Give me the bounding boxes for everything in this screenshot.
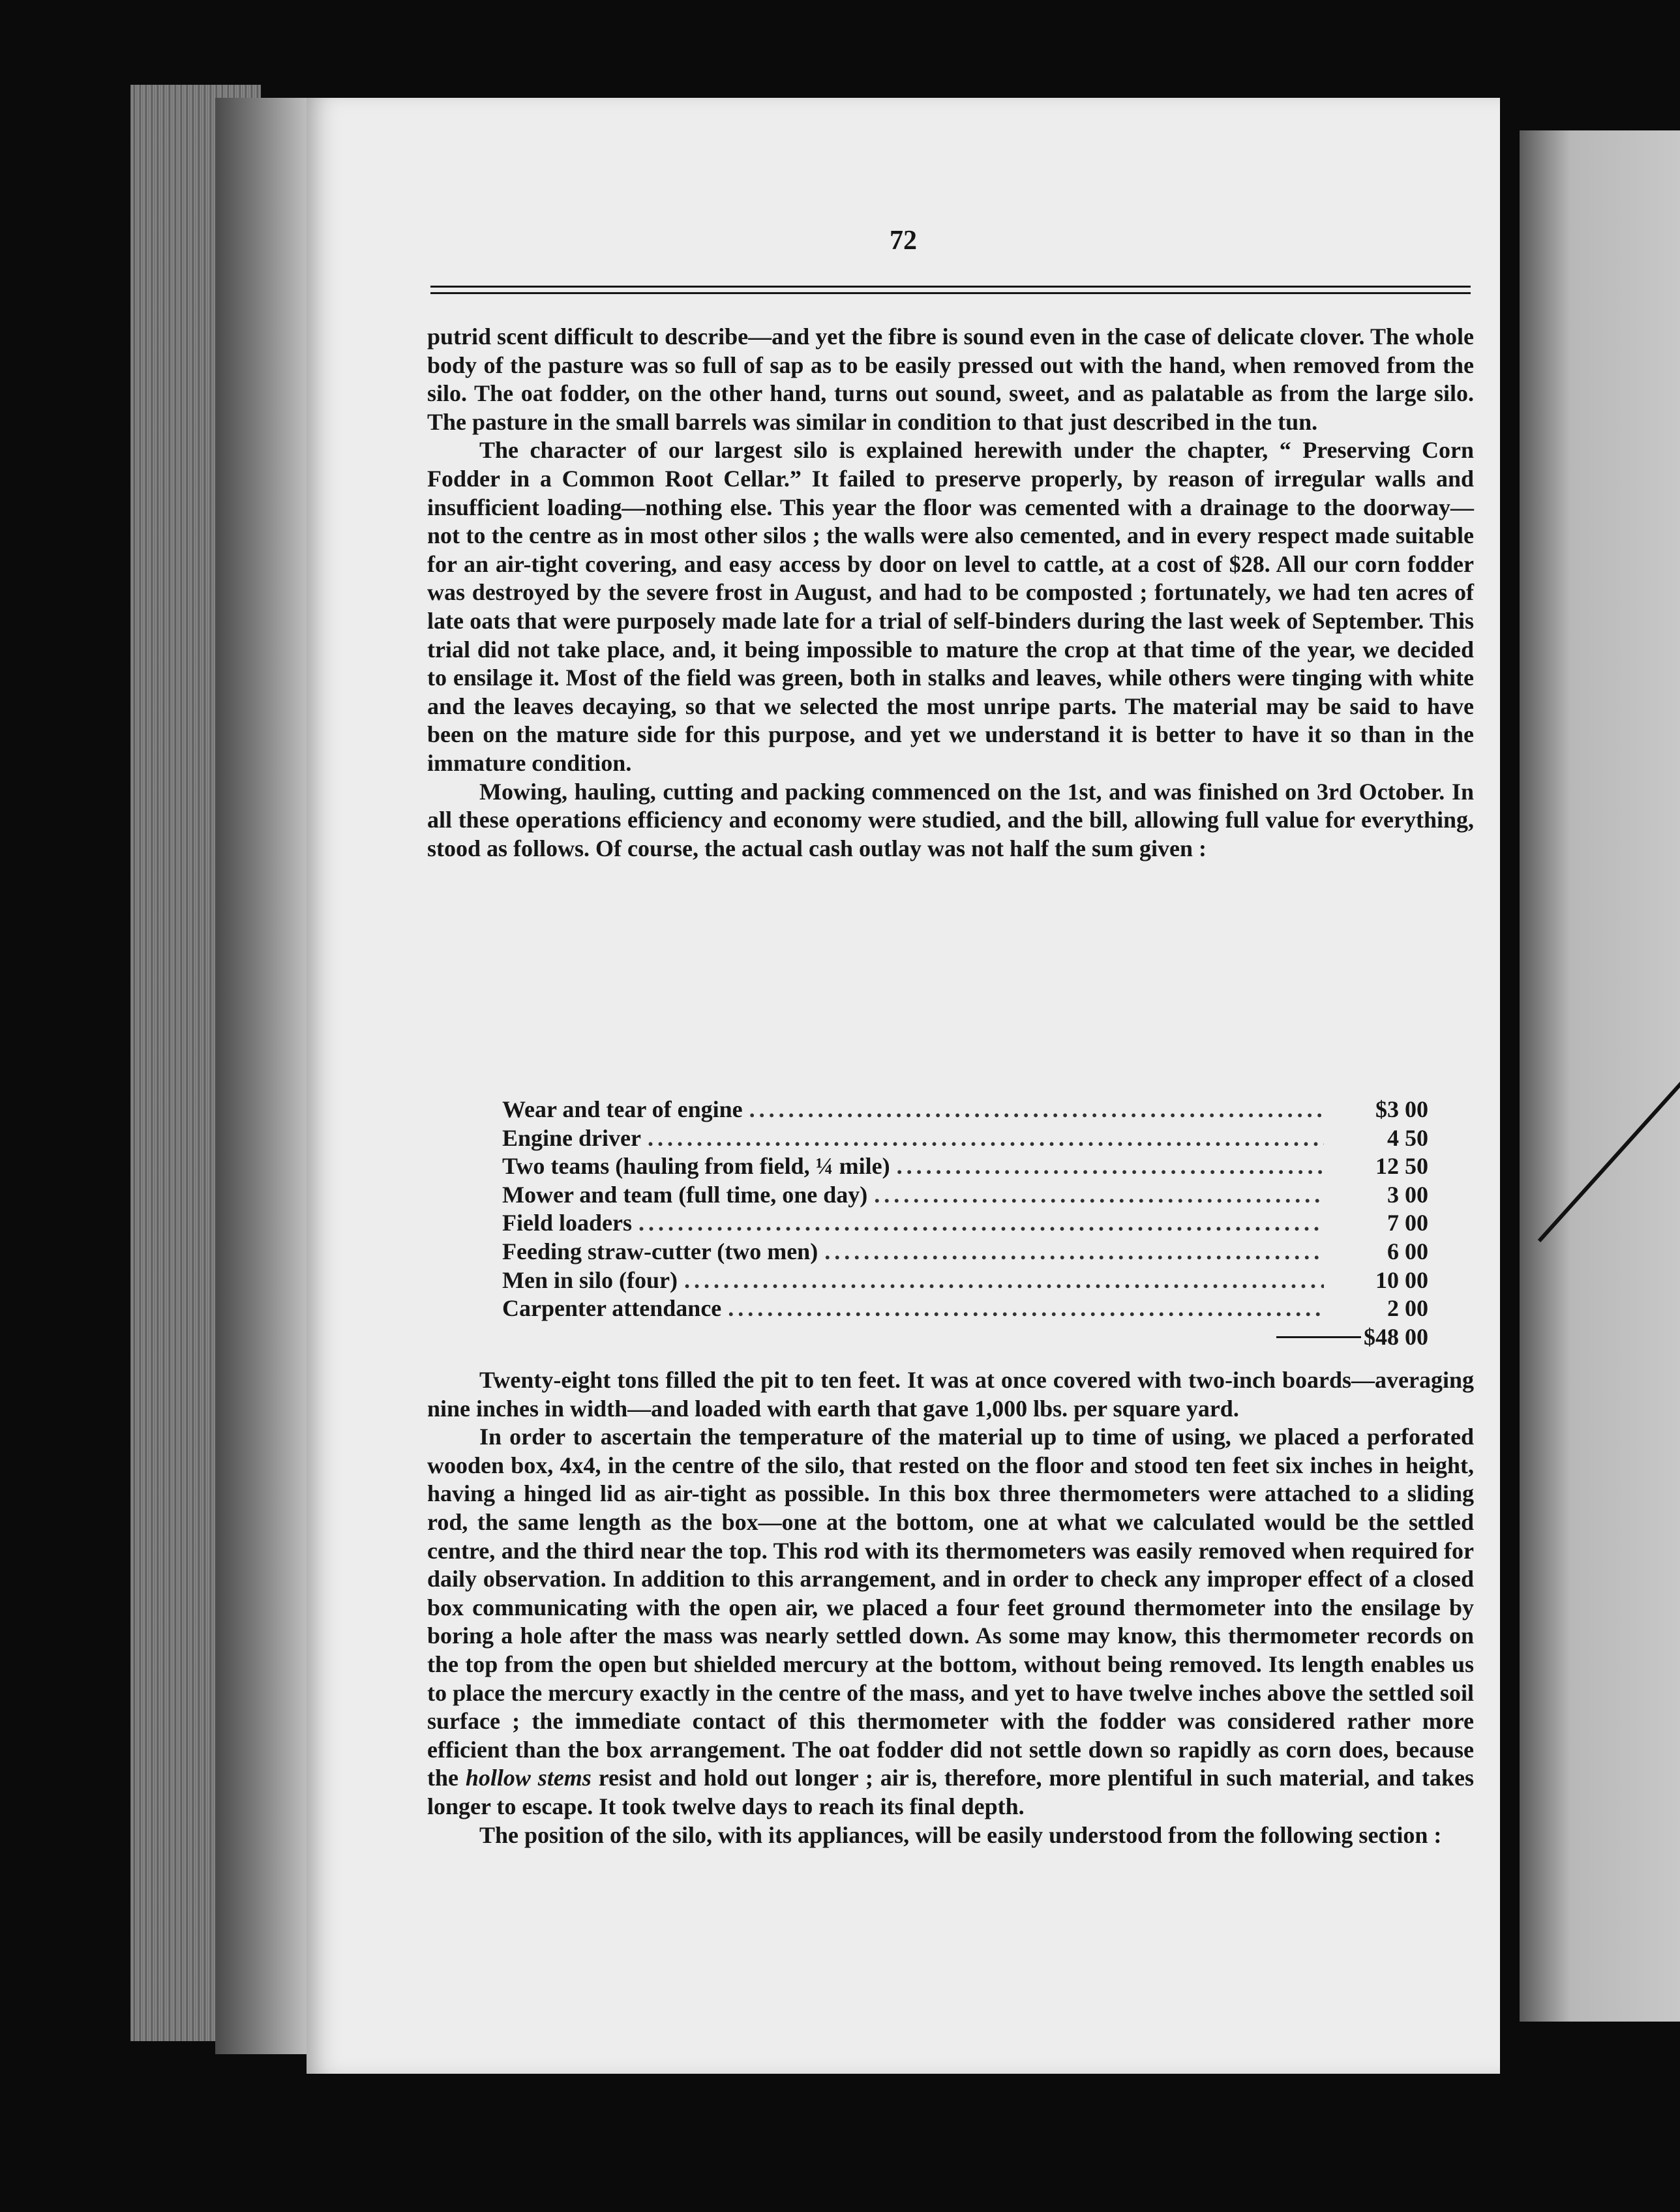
dot-leader: [874, 1181, 1324, 1208]
body-text-upper: [427, 323, 1474, 863]
ledger-label: Carpenter attendance: [502, 1295, 722, 1322]
ledger-total: $48 00: [1364, 1323, 1428, 1350]
paragraph-3: Mowing, hauling, cutting and packing commenced on the 1st, and was finished on 3rd October. In all these operations efficiency and economy were studied, and the bill, allowing full value for everything, stood as follows. Of course, the actual cash outlay was not half the sum given :: [427, 778, 1474, 861]
ledger-row: [502, 1124, 1428, 1153]
ledger-label: Feeding straw-cutter (two men): [502, 1238, 818, 1264]
ledger-amount: 3 00: [1387, 1181, 1428, 1208]
ledger-amount: $3 00: [1375, 1096, 1428, 1122]
paragraph-4: Twenty-eight tons filled the pit to ten feet. It was at once covered with two-inch boards—averaging nine inches in width—and loaded with earth that gave 1,000 lbs. per square yard.: [427, 1367, 1474, 1422]
header-rule-top: [430, 286, 1471, 288]
book-page: [307, 98, 1500, 2074]
paragraph-1: putrid scent difficult to describe—and yet the fibre is sound even in the case of delicate clover. The whole body of the pasture was so full of sap as to be easily pressed out with the hand, when removed from the silo. The oat fodder, on the other hand, turns out sound, sweet, and as palatable as from the large silo. The pasture in the small barrels was similar in condition to that just described in the tun.: [427, 323, 1474, 435]
dot-leader: [638, 1209, 1324, 1236]
ledger-row: [502, 1294, 1428, 1323]
ledger-label: Wear and tear of engine: [502, 1096, 743, 1122]
total-dash: [1276, 1336, 1361, 1338]
page-gutter: [215, 98, 320, 2054]
body-text-lower: [427, 1366, 1474, 1849]
italic-phrase: hollow stems: [465, 1765, 592, 1791]
ledger-label: Mower and team (full time, one day): [502, 1181, 868, 1208]
ledger-label: Engine driver: [502, 1124, 641, 1151]
pencil-mark: [1538, 1036, 1680, 1242]
ledger-row: [502, 1266, 1428, 1295]
ledger-row: [502, 1181, 1428, 1210]
ledger-amount: 6 00: [1387, 1238, 1428, 1264]
dot-leader: [728, 1294, 1324, 1322]
dot-leader: [684, 1266, 1324, 1294]
ledger-row: [502, 1238, 1428, 1266]
paragraph-5: [427, 1423, 1474, 1821]
paragraph-5-end: resist and hold out longer ; air is, therefore, more plentiful in such material, and takes longer to escape. It took twelve days to reach its final depth.: [427, 1765, 1475, 1819]
ledger-row: [502, 1152, 1428, 1181]
header-rule-bottom: [430, 292, 1471, 294]
ledger-amount: 4 50: [1387, 1124, 1428, 1151]
ledger-amount: 7 00: [1387, 1210, 1428, 1236]
dot-leader: [897, 1152, 1324, 1180]
paragraph-5-start: In order to ascertain the temperature of the material up to time of using, we placed a perforated wooden box, 4x4, in the centre of the silo, that rested on the floor and stood ten feet six inches in height, having a hinged lid as air-tight as possible. In this box three thermometers were attached to a sliding rod, the same length as the box—one at the bottom, one at what we calculated would be the settled centre, and the third near the top. This rod with its thermometers was easily removed when required for daily observation. In addition to this arrangement, and in order to check any improper effect of a closed box communicating with the open air, we placed a four feet ground thermometer into the ensilage by boring a hole after the mass was nearly settled down. As some may know, this thermometer records on the top from the open but shielded mercury at the bottom, without being removed. Its length enables us to place the mercury exactly in the centre of the mass, and yet to have twelve inches above the settled soil surface ; the immediate contact of this thermometer with the fodder was considered rather more efficient than the box arrangement. The oat fodder did not settle down so rapidly as corn does, because the: [427, 1424, 1474, 1791]
ledger-total-row: [502, 1323, 1428, 1352]
cost-ledger: [502, 1096, 1428, 1351]
page-number: 72: [890, 226, 917, 256]
dot-leader: [749, 1096, 1324, 1123]
ledger-amount: 10 00: [1375, 1266, 1428, 1293]
ledger-row: [502, 1096, 1428, 1124]
paragraph-2: The character of our largest silo is explained herewith under the chapter, “ Preserving Corn Fodder in a Common Root Cellar.” It failed to preserve properly, by reason of irregular walls and insufficient loading—nothing else. This year the floor was cemented with a drainage to the doorway—not to the centre as in most other silos ; the walls were also cemented, and in every respect made suitable for an air-tight covering, and easy access by door on level to cattle, at a cost of $28. All our corn fodder was destroyed by the severe frost in August, and had to be composted ; fortunately, we had ten acres of late oats that were purposely made late for a trial of self-binders during the last week of September. This trial did not take place, and, it being impossible to mature the crop at that time of the year, we decided to ensilage it. Most of the field was green, both in stalks and leaves, while others were tinging with white and the leaves decaying, so that we selected the most unripe parts. The material may be said to have been on the mature side for this purpose, and yet we understand it is better to have it so than in the immature condition.: [427, 437, 1474, 776]
ledger-label: Men in silo (four): [502, 1266, 678, 1293]
dot-leader: [824, 1238, 1324, 1265]
ledger-amount: 12 50: [1375, 1153, 1428, 1180]
dot-leader: [648, 1124, 1324, 1152]
ledger-row: [502, 1209, 1428, 1238]
paragraph-6: The position of the silo, with its appliances, will be easily understood from the following section :: [479, 1821, 1442, 1848]
facing-page-edge: [1520, 130, 1680, 2022]
ledger-label: Field loaders: [502, 1210, 632, 1236]
ledger-amount: 2 00: [1387, 1295, 1428, 1322]
ledger-label: Two teams (hauling from field, ¼ mile): [502, 1153, 890, 1180]
